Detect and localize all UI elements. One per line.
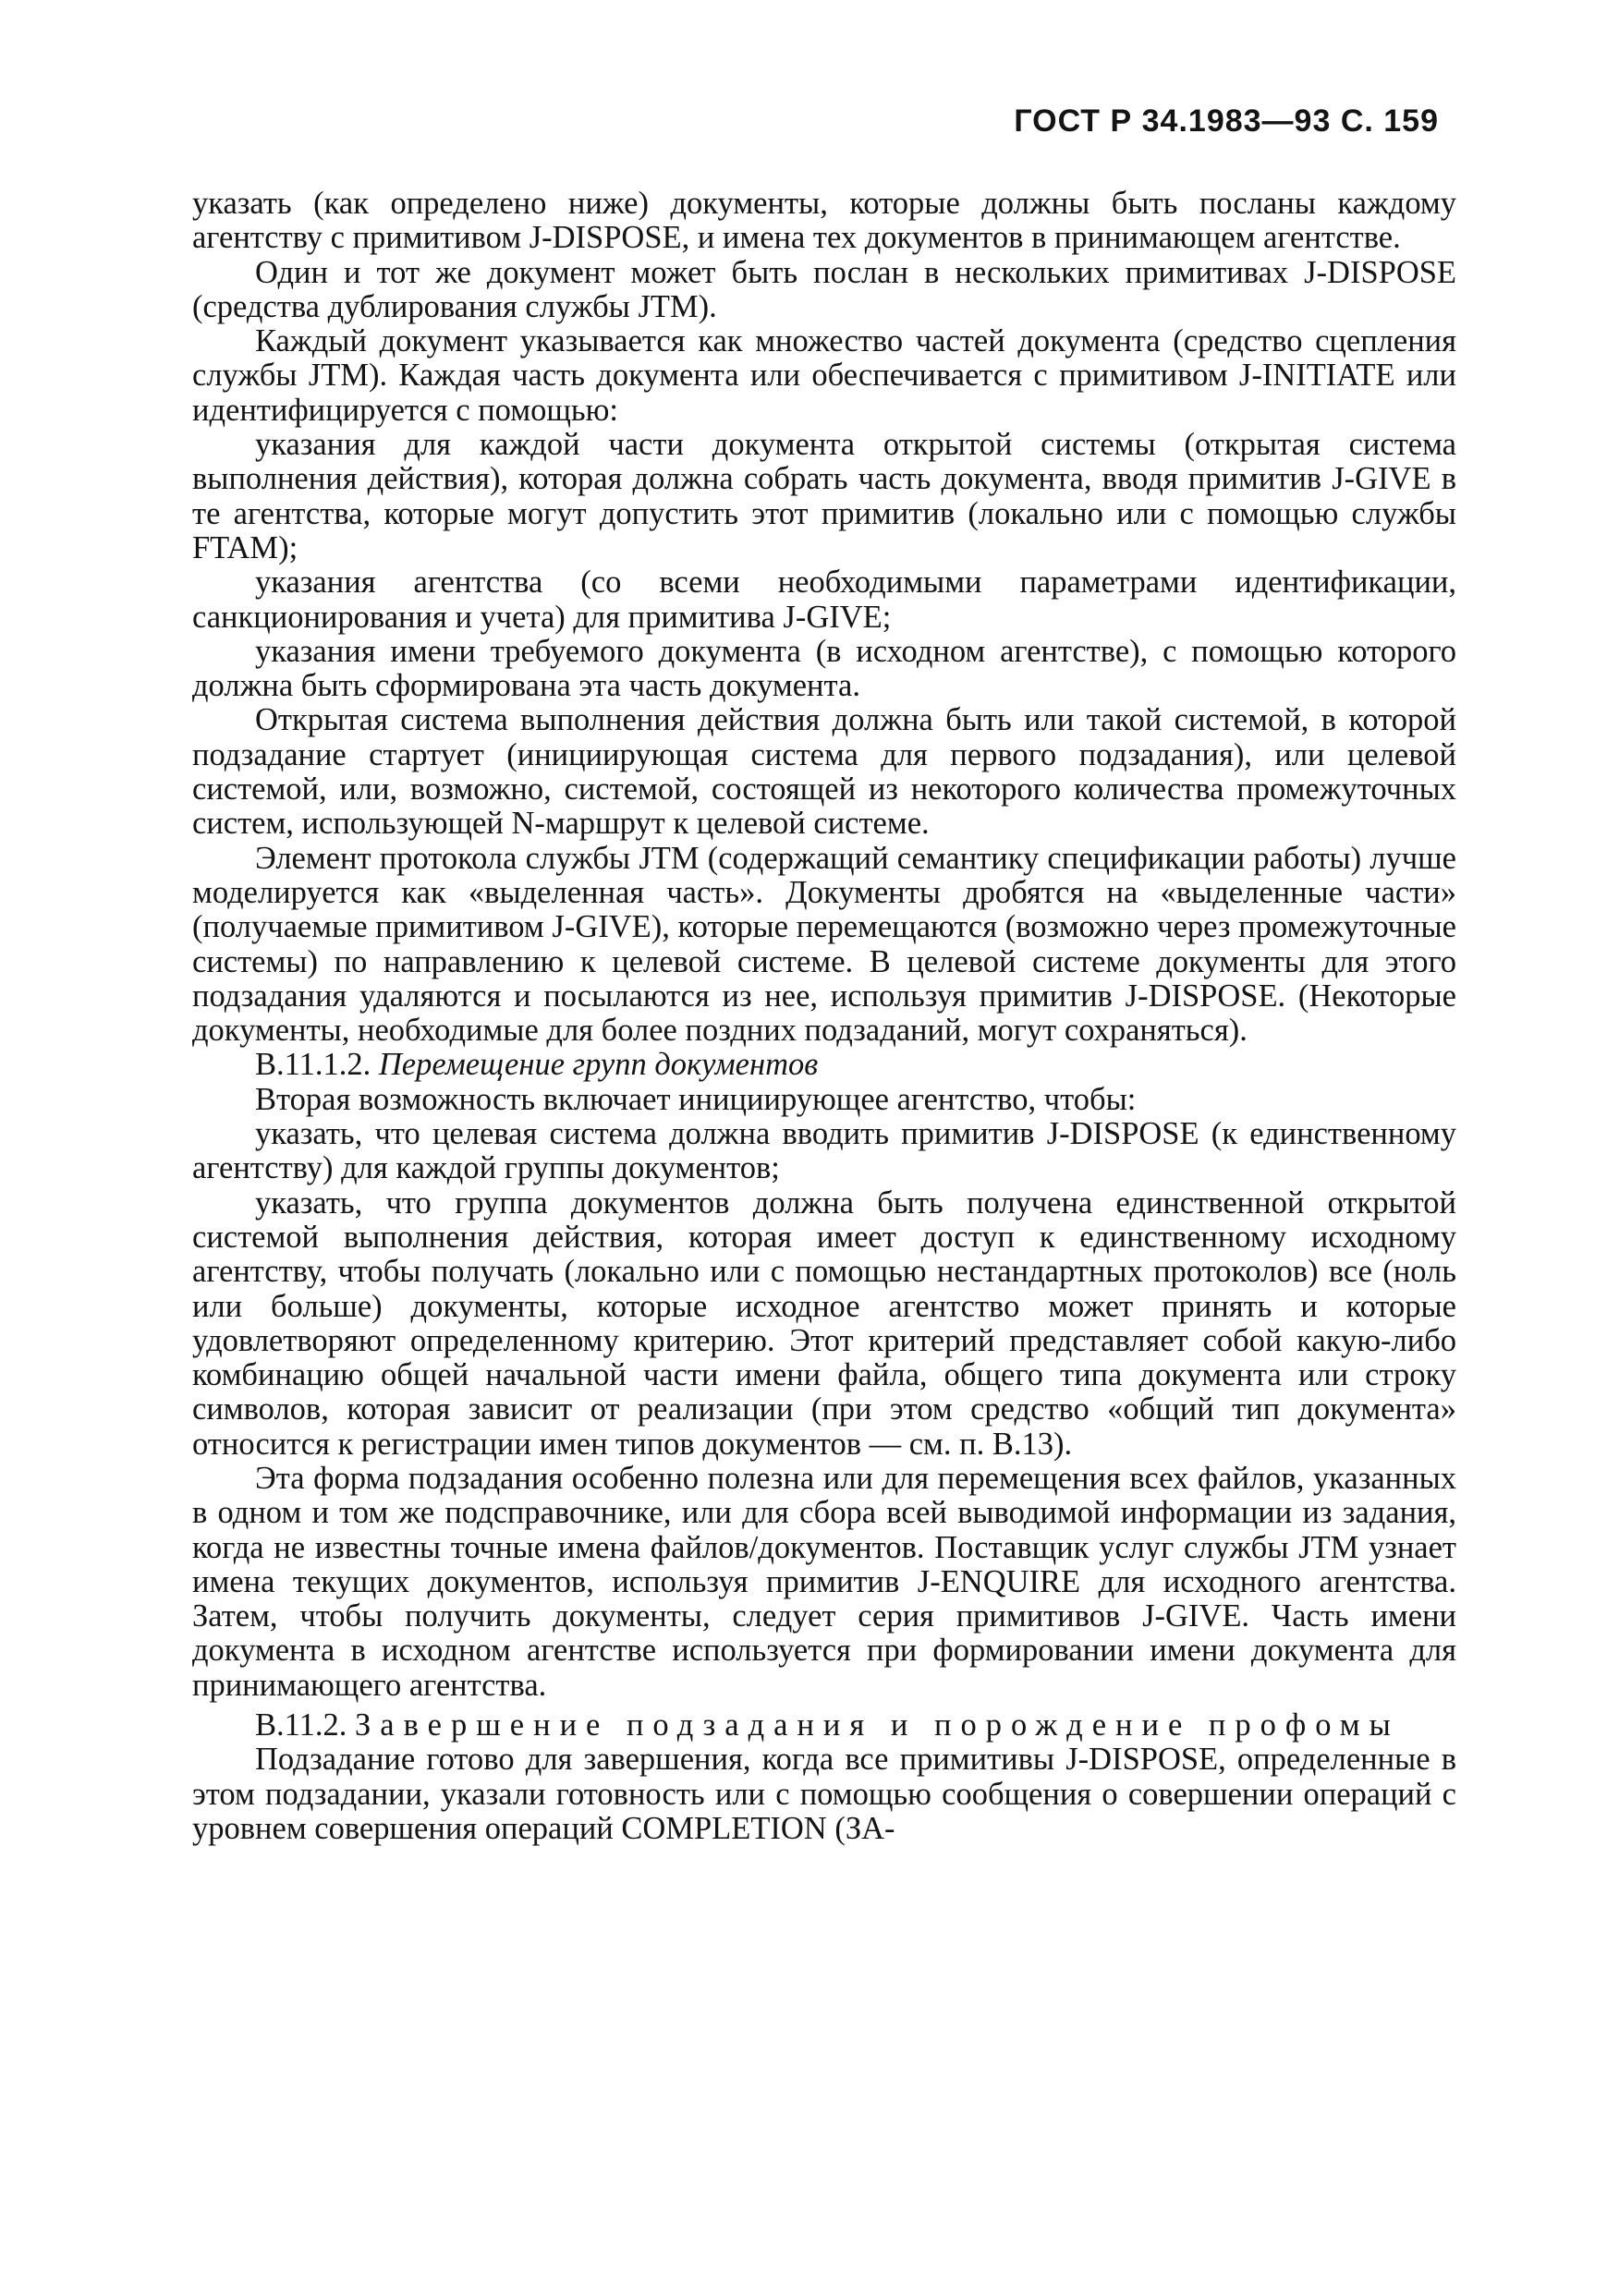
section-heading (192, 1708, 1456, 1743)
paragraph: указать (как определено ниже) документы, которые должны быть посланы каждому агентству с примитивом J-DISPOSE, и имена тех документов в принимающем агентстве. (192, 186, 1456, 256)
document-body (192, 187, 1456, 1846)
section-heading (192, 1048, 1456, 1082)
paragraph: Открытая система выполнения действия должна быть или такой системой, в которой подзадание стартует (инициирующая система для первого подзадания), или целевой системой, или, возможно, системой, состоящей из некоторого количества промежуточных систем, использующей N-маршрут к целевой системе. (192, 702, 1456, 842)
paragraph: Вторая возможность включает инициирующее агентство, чтобы: (255, 1081, 1137, 1117)
paragraph: указать, что группа документов должна быть получена единственной открытой системой выполнения действия, которая имеет доступ к единственному исходному агентству, чтобы получать (локально или с помощью нестандартных протоколов) все (ноль или больше) документы, которые исходное агентство может принять и которые удовлетворяют определенному критерию. Этот критерий представляет собой какую-либо комбинацию общей начальной части имени файла, общего типа документа или строку символов, которая зависит от реализации (при этом средство «общий тип документа» относится к регистрации имен типов документов — см. п. В.13). (192, 1184, 1456, 1462)
running-header: ГОСТ Р 34.1983—93 С. 159 (1014, 103, 1439, 139)
section-title: Завершение подзадания и порождение профомы (354, 1707, 1400, 1743)
paragraph: указания имени требуемого документа (в исходном агентстве), с помощью которого должна быть сформирована эта часть документа. (192, 633, 1456, 704)
paragraph: указания для каждой части документа открытой системы (открытая система выполнения действия), которая должна собрать часть документа, вводя примитив J-GIVE в те агентства, которые могут допустить этот примитив (локально или с помощью службы FTAM); (192, 427, 1456, 565)
paragraph: Каждый документ указывается как множество частей документа (средство сцепления службы JTM). Каждая часть документа или обеспечивается с примитивом J-INITIATE или идентифицируется с помощью: (192, 323, 1456, 428)
paragraph: Элемент протокола службы JTM (содержащий семантику спецификации работы) лучше моделируется как «выделенная часть». Документы дробятся на «выделенные части» (получаемые примитивом J-GIVE), которые перемещаются (возможно через промежуточные системы) по направлению к целевой системе. В целевой системе документы для этого подзадания удаляются и посылаются из нее, используя примитив J-DISPOSE. (Некоторые документы, необходимые для более поздних подзаданий, могут сохраняться). (192, 840, 1456, 1049)
paragraph: указать, что целевая система должна вводить примитив J-DISPOSE (к единственному агентству) для каждой группы документов; (192, 1116, 1456, 1186)
paragraph: Подзадание готово для завершения, когда все примитивы J-DISPOSE, определенные в этом подзадании, указали готовность или с помощью сообщения о совершении операций с уровнем совершения операций COMPLETION (ЗА- (192, 1742, 1456, 1846)
section-title: Перемещение групп документов (378, 1047, 819, 1083)
paragraph: Один и тот же документ может быть послан в нескольких примитивах J-DISPOSE (средства дублирования службы JTM). (192, 254, 1456, 324)
paragraph: указания агентства (со всеми необходимыми параметрами идентификации, санкционирования и учета) для примитива J-GIVE; (192, 565, 1456, 635)
section-number: В.11.1.2. (255, 1047, 371, 1083)
paragraph: Эта форма подзадания особенно полезна или для перемещения всех файлов, указанных в одном и том же подсправочнике, или для сбора всей выводимой информации из задания, когда не известны точные имена файлов/документов. Поставщик услуг службы JTM узнает имена текущих документов, используя примитив J-ENQUIRE для исходного агентства. Затем, чтобы получить документы, следует серия примитивов J-GIVE. Часть имени документа в исходном агентстве используется при формировании имени документа для принимающего агентства. (192, 1460, 1456, 1703)
section-number: В.11.2. (255, 1707, 347, 1743)
